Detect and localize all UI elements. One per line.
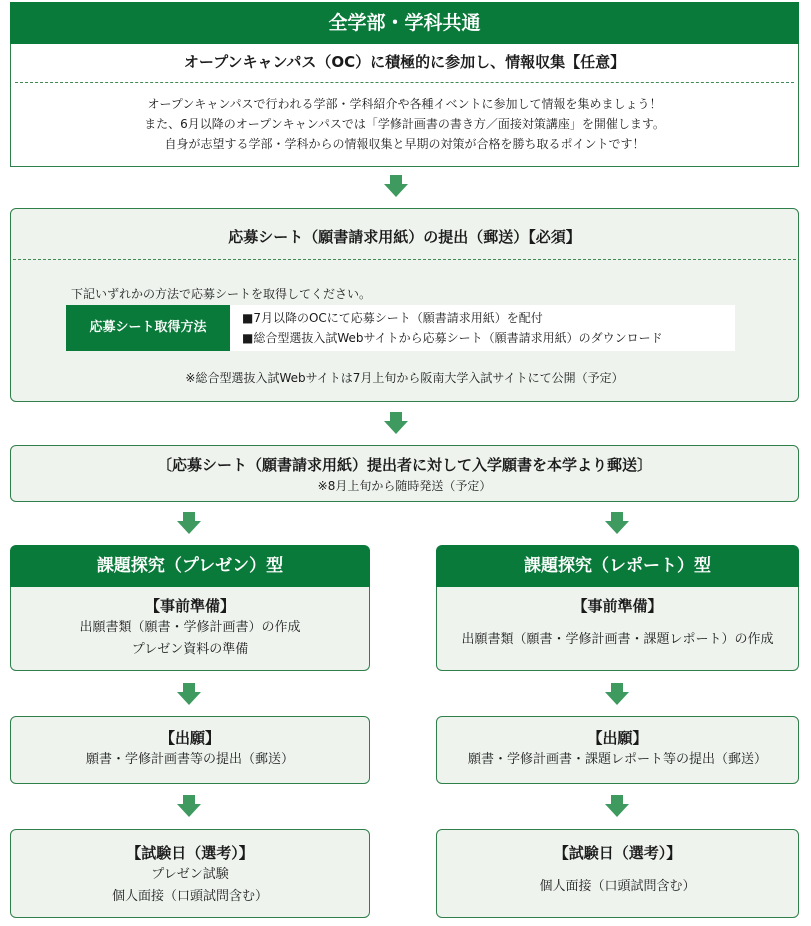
application-sheet-title: 応募シート（願書請求用紙）の提出（郵送）【必須】 — [228, 228, 581, 246]
application-sheet-divider — [13, 259, 796, 260]
method-item: ■総合型選抜入試Webサイトから応募シート（願書請求用紙）のダウンロード — [242, 331, 663, 345]
left-prep-heading: 【事前準備】 — [144, 597, 235, 615]
down-arrow-icon — [605, 512, 629, 534]
left-prep-line: プレゼン資料の準備 — [131, 642, 249, 657]
mailing-title: 〔応募シート（願書請求用紙）提出者に対して入学願書を本学より郵送〕 — [156, 456, 652, 474]
mailing-box — [10, 445, 799, 502]
method-list — [230, 305, 735, 351]
right-prep-line: 出願書類（願書・学修計画書・課題レポート）の作成 — [461, 632, 774, 647]
application-sheet-box — [10, 208, 799, 402]
left-apply-box — [10, 716, 370, 784]
down-arrow-icon — [384, 175, 408, 197]
right-track-header — [436, 545, 799, 587]
left-exam-heading: 【試験日（選考）】 — [126, 844, 254, 862]
application-sheet-note: ※総合型選抜入試Webサイトは7月上旬から阪南大学入試サイトにて公開（予定） — [185, 371, 624, 385]
method-item: ■7月以降のOCにて応募シート（願書請求用紙）を配付 — [242, 311, 543, 325]
right-apply-line: 願書・学修計画書・課題レポート等の提出（郵送） — [467, 752, 767, 767]
left-apply-heading: 【出願】 — [159, 729, 220, 747]
down-arrow-icon — [177, 795, 201, 817]
down-arrow-icon — [605, 795, 629, 817]
oc-line: また、6月以降のオープンキャンパスでは「学修計画書の書き方／面接対策講座」を開催します。 — [144, 117, 665, 131]
down-arrow-icon — [605, 683, 629, 705]
application-sheet-intro: 下記いずれかの方法で応募シートを取得してください。 — [71, 287, 372, 301]
right-exam-box — [436, 829, 799, 918]
header-title: 全学部・学科共通 — [328, 12, 481, 34]
oc-box — [10, 44, 799, 167]
right-prep-heading: 【事前準備】 — [572, 597, 663, 615]
down-arrow-icon — [177, 683, 201, 705]
oc-title: オープンキャンパス（OC）に積極的に参加し、情報収集【任意】 — [183, 53, 626, 71]
left-track-header — [10, 545, 370, 587]
mailing-note: ※8月上旬から随時発送（予定） — [317, 479, 492, 493]
right-track-title: 課題探究（レポート）型 — [524, 556, 711, 576]
left-exam-line: プレゼン試験 — [151, 867, 229, 882]
method-label-box — [66, 305, 230, 351]
down-arrow-icon — [384, 412, 408, 434]
oc-description — [11, 94, 798, 154]
left-track-title: 課題探究（プレゼン）型 — [96, 556, 284, 576]
right-exam-heading: 【試験日（選考）】 — [553, 844, 682, 862]
down-arrow-icon — [177, 512, 201, 534]
method-label: 応募シート取得方法 — [89, 320, 207, 335]
oc-line: 自身が志望する学部・学科からの情報収集と早期の対策が合格を勝ち取るポイントです！ — [164, 137, 645, 151]
right-apply-heading: 【出願】 — [587, 729, 648, 747]
left-exam-line: 個人面接（口頭試問含む） — [111, 889, 268, 904]
right-exam-line: 個人面接（口頭試問含む） — [539, 879, 696, 894]
left-exam-box — [10, 829, 370, 918]
left-apply-line: 願書・学修計画書等の提出（郵送） — [85, 752, 294, 767]
oc-line: オープンキャンパスで行われる学部・学科紹介や各種イベントに参加して情報を集めましょう！ — [147, 97, 662, 111]
right-apply-box — [436, 716, 799, 784]
left-prep-line: 出願書類（願書・学修計画書）の作成 — [79, 620, 301, 635]
oc-divider — [15, 82, 794, 83]
header-banner — [10, 2, 799, 44]
left-prep-box — [10, 587, 370, 671]
right-prep-box — [436, 587, 799, 671]
